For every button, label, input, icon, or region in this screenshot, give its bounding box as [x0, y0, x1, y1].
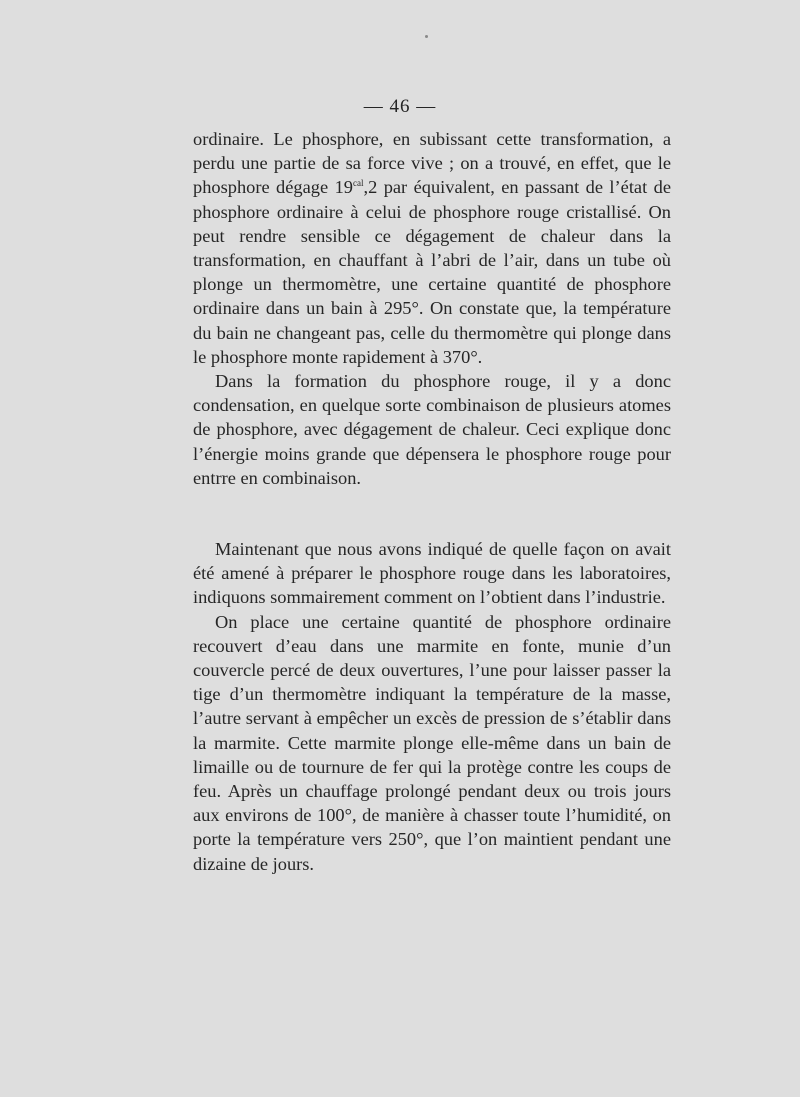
paragraph-marmite-procede: On place une certaine quantité de phosphore ordinaire recouvert d’eau dans une marmite en fonte, munie d’un couvercle percé de deux ouvertures, l’une pour laisser passer la tige d’un thermomètre indiquant la température de la masse, l’autre servant à empêcher un excès de pression de s’établir dans la marmite. Cette marmite plonge elle-même dans un bain de limaille ou de tournure de fer qui la protège contre les coups de feu. Après un chauffage prolongé pendant deux ou trois jours aux environs de 100°, de manière à chasser toute l’humidité, on porte la température vers 250°, que l’on maintient pendant une dizaine de jours.: [193, 611, 671, 874]
text-block-upper: [193, 127, 671, 490]
page-number: — 46 —: [363, 96, 437, 117]
paragraph-text-part: ordinaire. Le phosphore, en subissant cette transformation, a perdu une partie de sa force vive ; on a trouvé, en effet, que le phosphore dégage 19: [193, 129, 671, 198]
paragraph-industrie-intro: Maintenant que nous avons indiqué de quelle façon on avait été amené à préparer le phosphore rouge dans les laboratoires, indiquons sommairement comment on l’obtient dans l’industrie.: [193, 539, 671, 608]
unit-superscript: cal: [352, 178, 364, 189]
paragraph-formation-phosphore-rouge: Dans la formation du phosphore rouge, il y a donc condensation, en quelque sorte combinaison de plusieurs atomes de phosphore, avec dégagement de chaleur. Ceci explique donc l’énergie moins grande que dépensera le phosphore rouge pour entrre en combinaison.: [193, 371, 671, 488]
paragraph-phosphore-transformation: [193, 127, 671, 369]
paper-speck: [425, 35, 428, 38]
text-block-lower: [193, 537, 671, 876]
paragraph-text-part: ,2 par équivalent, en passant de l’état de phosphore ordinaire à celui de phosphore rouge cristallisé. On peut rendre sensible ce dégagement de chaleur dans la transformation, en chauffant à l’abri de l’air, dans un tube où plonge un thermomètre, une certaine quantité de phosphore ordinaire dans un bain à 295°. On constate que, la température du bain ne changeant pas, celle du thermomètre qui plonge dans le phosphore monte rapidement à 370°.: [193, 177, 671, 367]
